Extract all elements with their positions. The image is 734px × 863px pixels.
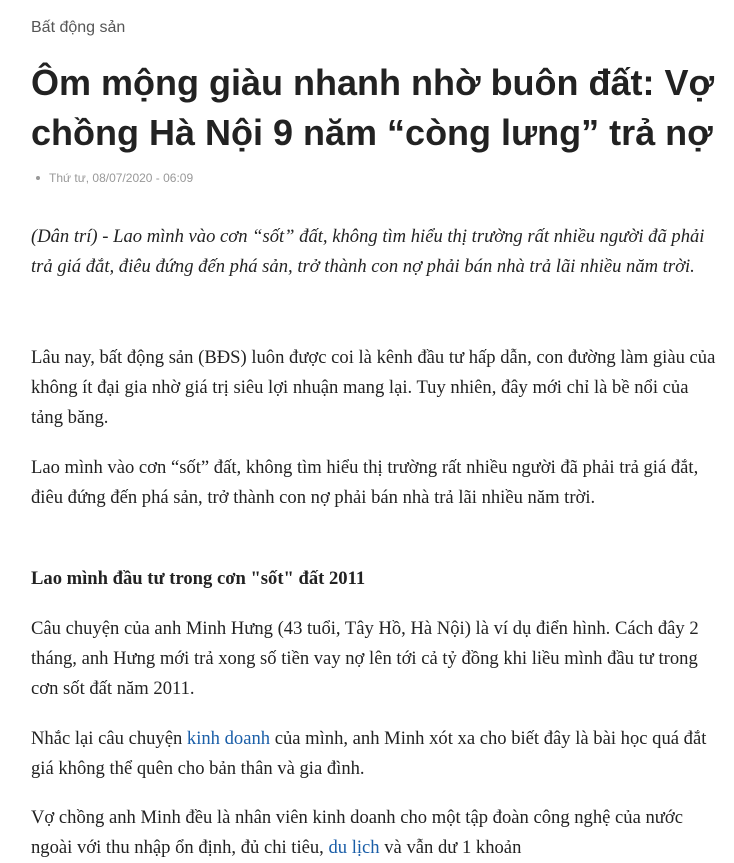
bullet-icon xyxy=(36,176,40,180)
paragraph-5-text-before: Vợ chồng anh Minh đều là nhân viên kinh doanh cho một tập đoàn công nghệ của nước ngoài với thu nhập ổn định, đủ chi tiêu, xyxy=(31,807,683,858)
paragraph-5-text-after: và vẫn dư 1 khoản xyxy=(379,837,522,858)
paragraph-4 xyxy=(31,724,721,784)
article-meta xyxy=(36,170,193,186)
paragraph-4-text-after: của mình, anh Minh xót xa cho biết đây là bài học quá đắt giá không thể quên cho bản thân và gia đình. xyxy=(31,728,707,779)
breadcrumb-category[interactable]: Bất động sản xyxy=(31,19,126,36)
paragraph-1: Lâu nay, bất động sản (BĐS) luôn được coi là kênh đầu tư hấp dẫn, con đường làm giàu của không ít đại gia nhờ giá trị siêu lợi nhuận mang lại. Tuy nhiên, đây mới chỉ là bề nổi của tảng băng. xyxy=(31,347,716,428)
article-sapo: (Dân trí) - Lao mình vào cơn “sốt” đất, không tìm hiểu thị trường rất nhiều người đã phải trả giá đắt, điêu đứng đến phá sản, trở thành con nợ phải bán nhà trả lãi nhiều năm trời. xyxy=(31,226,705,277)
publish-date: Thứ tư, 08/07/2020 - 06:09 xyxy=(49,171,194,185)
section-heading: Lao mình đầu tư trong cơn "sốt" đất 2011 xyxy=(31,568,366,589)
paragraph-2: Lao mình vào cơn “sốt” đất, không tìm hiểu thị trường rất nhiều người đã phải trả giá đắt, điêu đứng đến phá sản, trở thành con nợ phải bán nhà trả lãi nhiều năm trời. xyxy=(31,457,699,508)
article-title: Ôm mộng giàu nhanh nhờ buôn đất: Vợ chồng Hà Nội 9 năm “còng lưng” trả nợ xyxy=(31,62,715,153)
link-du-lich[interactable]: du lịch xyxy=(328,837,380,858)
paragraph-3: Câu chuyện của anh Minh Hưng (43 tuổi, Tây Hồ, Hà Nội) là ví dụ điển hình. Cách đây 2 tháng, anh Hưng mới trả xong số tiền vay nợ lên tới cả tỷ đồng khi liều mình đầu tư trong cơn sốt đất năm 2011. xyxy=(31,618,699,699)
paragraph-4-text-before: Nhắc lại câu chuyện xyxy=(31,728,187,749)
paragraph-5 xyxy=(31,803,721,863)
link-kinh-doanh[interactable]: kinh doanh xyxy=(186,728,271,749)
